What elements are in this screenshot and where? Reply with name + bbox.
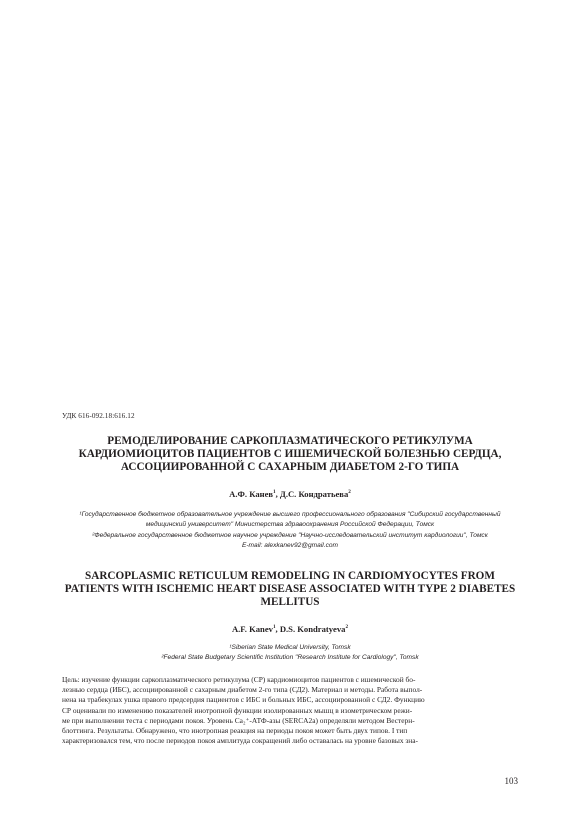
abstract-line: лезнью сердца (ИБС), ассоциированной с сахарным диабетом 2-го типа (СД2). Материал и методы. Работа выпол- — [62, 685, 423, 695]
abstract-line: нена на трабекулах ушка правого предсердия пациентов с ИБС и больных ИБС, ассоциированной с СД2. Функцию — [62, 695, 425, 705]
udc-code: УДК 616-092.18:616.12 — [62, 412, 135, 420]
affiliation-line: ²Федеральное государственное бюджетное научное учреждение "Научно-исследовательский институт кардиологии", Томск — [92, 531, 488, 539]
russian-affiliations — [62, 510, 518, 552]
abstract-line: характеризовался тем, что после периодов покоя амплитуда сокращений либо оставалась на уровне базовых зна- — [62, 736, 418, 746]
russian-authors — [62, 489, 518, 499]
russian-title-line: АССОЦИИРОВАННОЙ С САХАРНЫМ ДИАБЕТОМ 2-ГО ТИПА — [120, 461, 460, 473]
english-affiliations — [62, 643, 518, 664]
affiliation-line: ²Federal State Budgetary Scientific Institution "Research Institute for Cardiology", Tomsk — [161, 654, 419, 662]
english-title-line: PATIENTS WITH ISCHEMIC HEART DISEASE ASSOCIATED WITH TYPE 2 DIABETES — [64, 583, 516, 595]
english-title-line: SARCOPLASMIC RETICULUM REMODELING IN CARDIOMYOCYTES FROM — [85, 570, 495, 582]
author-separator: , — [275, 624, 280, 634]
abstract-line: СР оценивали по изменению показателей инотропной функции изолированных мышц в изометрическом режи- — [62, 705, 413, 715]
english-authors — [62, 624, 518, 634]
affiliation-line: медицинский университет" Министерства здравоохранения Российской Федерации, Томск — [145, 521, 435, 529]
russian-title-line: КАРДИОМИОЦИТОВ ПАЦИЕНТОВ С ИШЕМИЧЕСКОЙ БОЛЕЗНЬЮ СЕРДЦА, — [78, 448, 502, 460]
author-name: Д.С. Кондратьева — [279, 489, 349, 499]
abstract-line: ме при выполнении теста с периодами покоя. Уровень Ca₂⁺-АТФ-азы (SERCA2a) определяли методом Вестерн- — [62, 715, 415, 725]
affiliation-marker: 1 — [272, 624, 276, 631]
author-separator: , — [275, 489, 280, 499]
affiliation-marker: 1 — [273, 489, 276, 496]
abstract-line: Цель: изучение функции саркоплазматического ретикулума (СР) кардиомиоцитов пациентов с ишемической бо- — [62, 675, 416, 684]
author-name: D.S. Kondratyeva — [279, 624, 346, 634]
russian-title-line: РЕМОДЕЛИРОВАНИЕ САРКОПЛАЗМАТИЧЕСКОГО РЕТИКУЛУМА — [107, 435, 473, 447]
english-title — [62, 570, 518, 609]
author-name: А.Ф. Канев — [229, 489, 274, 499]
affiliation-line: ¹Государственное бюджетное образовательное учреждение высшего профессионального образования "Сибирский государственный — [79, 511, 501, 518]
author-name: A.F. Kanev — [231, 624, 273, 634]
page-number: 103 — [504, 776, 518, 786]
abstract — [62, 675, 518, 746]
contact-email: E-mail: alexkanev92@gmail.com — [241, 542, 339, 550]
affiliation-marker: 2 — [345, 624, 349, 631]
affiliation-line: ¹Siberian State Medical University, Tomsk — [229, 644, 351, 651]
russian-title — [62, 435, 518, 474]
abstract-line: блоттинга. Результаты. Обнаружено, что инотропная реакция на периоды покоя может быть двух типов. I тип — [62, 726, 408, 736]
affiliation-marker: 2 — [348, 489, 351, 496]
english-title-line: MELLITUS — [260, 596, 320, 608]
